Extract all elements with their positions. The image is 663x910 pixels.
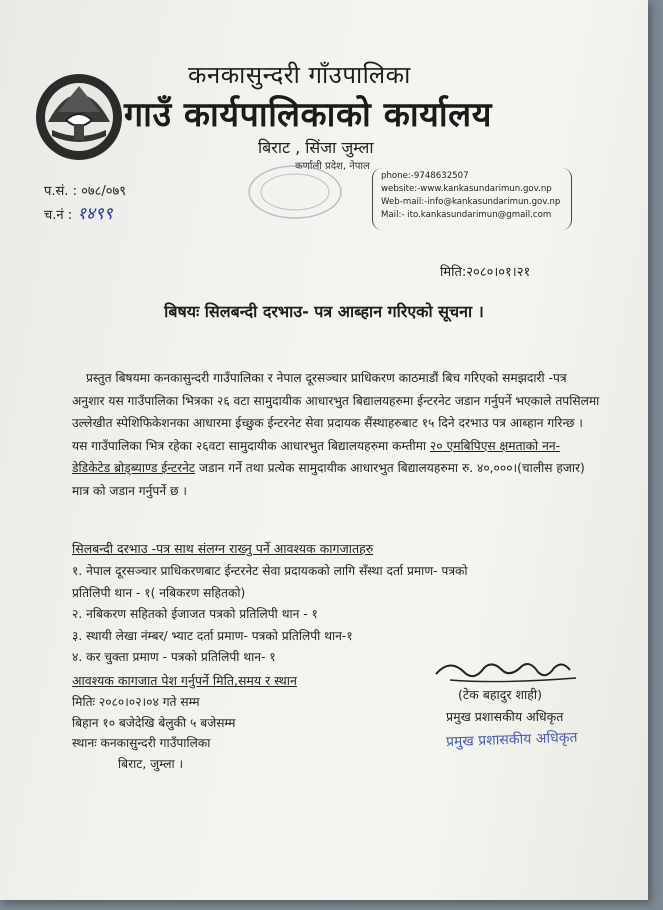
contact-mail: Mail:- ito.kankasundarimun@gmail.com [381,210,552,220]
handwritten-signature [430,650,580,690]
body-p2-underlined: २० एमबिपिएस क्षमताको नन- डेडिकेटेड ब्रोड्ब्याण्ड ईन्टरनेट [72,438,560,475]
province-name: कर्णाली प्रदेश, नेपाल [295,161,370,172]
submission-place: स्थानः कनकासुन्दरी गाउँपालिका [72,736,211,750]
dispatch-label: च.नं : [44,208,73,223]
signatory-title: प्रमुख प्रशासकीय अधिकृत [446,709,564,724]
faded-stamp [240,160,350,224]
letter-date: मिति:२०८०।०१।२१ [440,265,531,280]
document-item: १. नेपाल दूरसञ्चार प्राधिकरणबाट ईन्टरनेट सेवा प्रदायकको लागि सँस्था दर्ता प्रमाण- पत्रको [72,564,468,578]
body-p2-after: जडान गर्ने तथा प्रत्येक सामुदायीक आधारभुत बिद्यालयहरुमा रु. ४०,०००।(चालीस हजार) मात्र को जडान गर्नुपर्ने छ । [72,461,585,498]
body-p2-before: यस गाउँपालिका भित्र रहेका २६वटा सामुदायीक आधारभुत बिद्यालयहरुमा कम्तीमा [72,438,427,453]
letter-body [72,367,602,502]
letter-subject: बिषयः सिलबन्दी दरभाउ- पत्र आब्हान गरिएको सूचना । [164,302,484,321]
document-item: ३. स्थायी लेखा नंम्बर/ भ्याट दर्ता प्रमाण- पत्रको प्रतिलिपी थान-१ [72,628,353,643]
reference-number: प.सं. : ०७८/०७९ [44,184,127,199]
document-item: ४. कर चुक्ता प्रमाण - पत्रको प्रतिलिपी थान- १ [72,650,276,664]
nepal-emblem-logo [34,72,124,162]
contact-website: website:-www.kankasundarimun.gov.np [381,184,552,194]
submission-details [72,692,235,774]
official-title-stamp: प्रमुख प्रशासकीय अधिकृत [445,729,578,751]
signatory-name: (टेक बहादुर शाही) [458,687,542,702]
submission-time: बिहान १० बजेदेखि बेलुकी ५ बजेसम्म [72,715,236,730]
submission-heading: आवश्यक कागजात पेश गर्नुपर्ने मिति,समय र स्थान [72,673,297,688]
municipality-name: कनकासुन्दरी गाँउपालिका [188,61,411,89]
contact-box [372,168,572,230]
contact-webmail: Web-mail:-info@kankasundarimun.gov.np [381,197,561,207]
office-location: बिराट , सिंजा जुम्ला [258,138,374,157]
contact-phone: phone:-9748632507 [381,171,469,181]
body-paragraph-2 [72,435,602,503]
office-title: गाउँ कार्यपालिकाको कार्यालय [124,95,492,135]
body-paragraph-1: प्रस्तुत बिषयमा कनकासुन्दरी गाउँपालिका र नेपाल दूरसञ्चार प्राधिकरण काठमाडौं बिच गरिएको समझदारी -पत्र अनुशार यस गाउँपालिका भित्रका २६ वटा सामुदायीक आधारभुत बिद्यालयहरुमा ईन्टरनेट जडान गर्नुपर्ने भएकाले तपसिलमा उल्लेखीत स्पेशिफिकेशनका आधारमा ईच्छुक ईन्टरनेट सेवा प्रदायक सैंस्थाहरुबाट १५ दिने दरभाउ पत्र आब्हान गरिन्छ । [72,371,600,430]
document-item: २. नबिकरण सहितको ईजाजत पत्रको प्रतिलिपी थान - १ [72,607,318,621]
dispatch-number [44,201,113,224]
document-item: प्रतिलिपी थान - १( नबिकरण सहितको) [72,585,246,600]
submission-date: मितिः २०८०।०२।०४ गते सम्म [72,695,200,709]
submission-place-2: बिराट, जुम्ला । [118,756,184,771]
dispatch-value: १४९९ [77,204,113,224]
documents-heading: सिलबन्दी दरभाउ -पत्र साथ संलग्न राख्नु पर्ने आवश्यक कागजातहरु [72,541,374,556]
